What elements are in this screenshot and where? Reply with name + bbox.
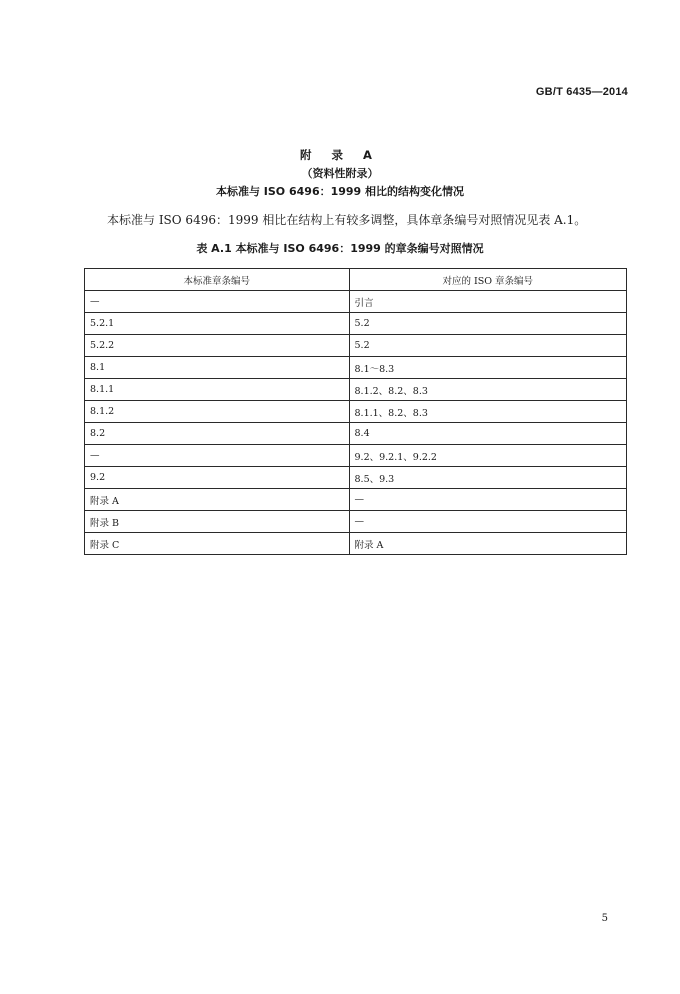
table-row xyxy=(85,291,627,313)
iso-clause: 8.4 xyxy=(349,423,627,445)
iso-clause: 引言 xyxy=(349,291,627,313)
intro-paragraph: 本标准与 ISO 6496：1999 相比在结构上有较多调整，具体章条编号对照情况见表 A.1。 xyxy=(107,213,587,227)
table-row xyxy=(85,313,627,335)
table-row xyxy=(85,489,627,511)
clause-mapping-table xyxy=(84,268,627,555)
iso-clause: 8.1.1、8.2、8.3 xyxy=(349,401,627,423)
this-standard-clause: 9.2 xyxy=(85,467,350,489)
this-standard-clause: 5.2.2 xyxy=(85,335,350,357)
table-caption: 表 A.1 本标准与 ISO 6496：1999 的章条编号对照情况 xyxy=(196,242,484,255)
annex-title: 附 录 A xyxy=(300,148,380,162)
iso-clause: 8.1～8.3 xyxy=(349,357,627,379)
table-row xyxy=(85,357,627,379)
page-number: 5 xyxy=(601,913,608,924)
table-row xyxy=(85,379,627,401)
column-header-this-standard: 本标准章条编号 xyxy=(85,269,350,291)
standard-id: GB/T 6435—2014 xyxy=(535,86,628,98)
table-row xyxy=(85,335,627,357)
annex-heading: 本标准与 ISO 6496：1999 相比的结构变化情况 xyxy=(215,185,465,198)
table-row xyxy=(85,401,627,423)
this-standard-clause: — xyxy=(85,445,350,467)
this-standard-clause: 附录 C xyxy=(85,533,350,555)
this-standard-clause: — xyxy=(85,291,350,313)
annex-type: （资料性附录） xyxy=(301,167,379,180)
column-header-iso-clause: 对应的 ISO 章条编号 xyxy=(349,269,627,291)
this-standard-clause: 8.1 xyxy=(85,357,350,379)
iso-clause: — xyxy=(349,511,627,533)
this-standard-clause: 附录 A xyxy=(85,489,350,511)
this-standard-clause: 附录 B xyxy=(85,511,350,533)
table-header-row xyxy=(85,269,627,291)
iso-clause: 5.2 xyxy=(349,335,627,357)
iso-clause: 5.2 xyxy=(349,313,627,335)
this-standard-clause: 5.2.1 xyxy=(85,313,350,335)
table-row xyxy=(85,445,627,467)
table-row xyxy=(85,533,627,555)
iso-clause: 附录 A xyxy=(349,533,627,555)
this-standard-clause: 8.2 xyxy=(85,423,350,445)
table-row xyxy=(85,511,627,533)
iso-clause: 8.1.2、8.2、8.3 xyxy=(349,379,627,401)
this-standard-clause: 8.1.1 xyxy=(85,379,350,401)
this-standard-clause: 8.1.2 xyxy=(85,401,350,423)
iso-clause: 9.2、9.2.1、9.2.2 xyxy=(349,445,627,467)
iso-clause: 8.5、9.3 xyxy=(349,467,627,489)
table-row xyxy=(85,423,627,445)
iso-clause: — xyxy=(349,489,627,511)
table-row xyxy=(85,467,627,489)
